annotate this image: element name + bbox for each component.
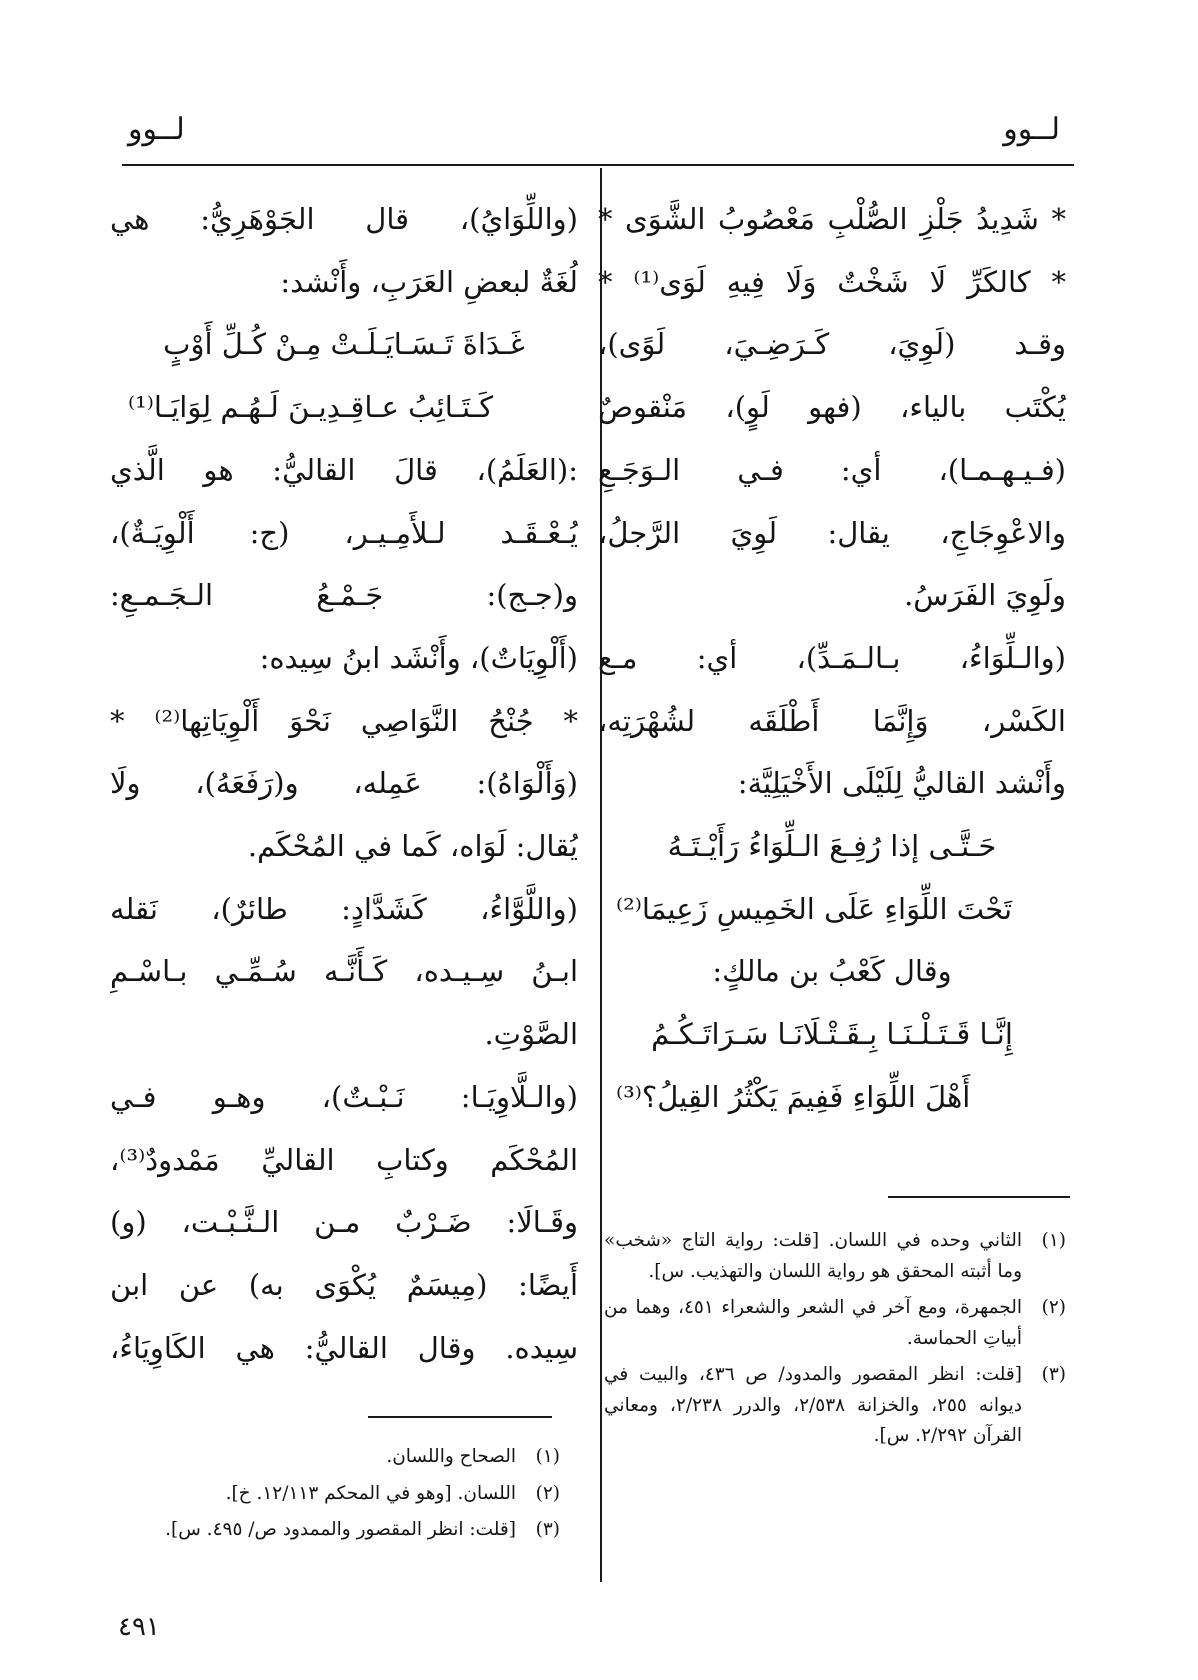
footnote-text: الجمهرة، ومع آخر في الشعر والشعراء ٤٥١، وهما من أبياتِ الحماسة.	[604, 1297, 1022, 1349]
text-line: (أَلْوِيَاتٌ)، وأَنْشَد ابنُ سِيده:	[259, 640, 578, 675]
text-line: (فـيـهـمـا)، أي: فـي الـوَجَـعِ	[598, 452, 1066, 487]
verse-line: غَـدَاةَ تَـسَـايَـلَـتْ مِـنْ كُـلِّ أَوْبٍ	[163, 327, 525, 362]
text-line: المُحْكَم وكتابِ القاليِّ مَمْدودٌ⁽³⁾،	[110, 1142, 578, 1177]
verse-line: حَـتَّـى إذا رُفِـعَ الـلِّوَاءُ رَأَيْـتَـهُ	[667, 829, 997, 864]
running-head-right: لــوو	[1003, 112, 1060, 147]
verse-line: إِنَّـا قَـتَـلْـنَـا بِـقَـتْـلَانَـا سَـرَاتَـكُـمُ	[651, 1017, 1013, 1052]
footnote	[604, 1226, 1066, 1287]
text-line: يُقال: لَوَاه، كَما في المُحْكَم.	[247, 829, 578, 864]
text-line: و(جـج): جَـمْـعُ الـجَـمـعِ:	[110, 578, 578, 613]
footnote	[110, 1442, 560, 1473]
footnote-number: (١)	[1041, 1230, 1066, 1251]
verse-line: كَـتَـائِبُ عـاقِـدِيـنَ لَـهُـم لِوَايَـا⁽¹⁾	[128, 390, 494, 425]
footnotes-left	[110, 1442, 560, 1552]
verse-line: * جُنْحُ النَّوَاصِي نَحْوَ أَلْوِيَاتِها⁽²⁾ *	[110, 703, 578, 738]
footnote-text: اللسان. [وهو في المحكم ١٢/١١٣. خ].	[225, 1482, 516, 1504]
text-line: سِيده. وقال القاليُّ: هي الكَاوِيَاءُ،	[110, 1330, 578, 1365]
footnote-text: [قلت: انظر المقصور والممدود ص/ ٤٩٥. س].	[165, 1519, 516, 1540]
footnote-number: (١)	[535, 1446, 560, 1467]
text-line: الكَسْر، وَإِنَّمَا أَطْلَقَه لشُهْرَتِه،	[598, 703, 1066, 738]
header-rule	[122, 164, 1074, 166]
verse-line: أَهْلَ اللِّوَاءِ فَفِيمَ يَكْثُرُ القِيلُ؟⁽³⁾	[616, 1079, 971, 1114]
footnote-number: (٣)	[1041, 1364, 1066, 1385]
footnote-number: (٣)	[535, 1519, 560, 1540]
footnote	[110, 1479, 560, 1510]
text-line: ابـنُ سِـيـده، كَـأَنَّـه سُـمِّـي بـاسْـمِ	[110, 954, 578, 989]
running-head-left: لــوو	[128, 112, 185, 147]
text-line: وقَـالَا: ضَـرْبٌ مـن الـنَّـبْـت، (و)	[110, 1205, 578, 1240]
text-line: ولَوِيَ الفَرَسُ.	[904, 578, 1066, 613]
page-number: ٤٩١	[118, 1612, 160, 1642]
text-line: (واللِّوَايُ)، قال الجَوْهَرِيُّ: هي	[110, 202, 578, 236]
text-line: والاعْوِجَاجِ، يقال: لَوِيَ الرَّجلُ،	[598, 515, 1066, 550]
footnote	[604, 1360, 1066, 1452]
text-line: * كالكَرِّ لَا شَخْتٌ وَلَا فِيهِ لَوَى⁽¹⁾ *	[598, 264, 1066, 299]
text-line: الصَّوْتِ.	[484, 1017, 578, 1052]
text-line: (وَأَلْوَاهُ): عَمِله، و(رَفَعَهُ)، ولَا	[110, 766, 578, 801]
verse-line: تَحْتَ اللِّوَاءِ عَلَى الخَمِيسِ زَعِيمَا⁽²⁾	[616, 891, 1013, 926]
text-line: (والـلِّوَاءُ، بـالـمَـدِّ)، أي: مـع	[598, 640, 1066, 675]
footnote	[604, 1293, 1066, 1354]
footnote-text: [قلت: انظر المقصور والمدود/ ص ٤٣٦، والبيت في ديوانه ٢٥٥، والخزانة ٢/٥٣٨، والدرر ٢/٢٣٨، ومعاني القرآن ٢/٢٩٢. س].	[604, 1364, 1022, 1446]
footnote-number: (٢)	[535, 1482, 560, 1504]
text-line: أَيضًا: (مِيسَمٌ يُكْوَى به) عن ابن	[110, 1267, 578, 1302]
text-line: :(العَلَمُ)، قالَ القاليُّ: هو الَّذي	[110, 452, 578, 487]
text-line: يُـعْـقَـد لـلأَمِـيـر، (ج: أَلْوِيَـةٌ)،	[110, 515, 578, 550]
footnote-rule-right	[888, 1196, 1070, 1198]
text-line: وقال كَعْبُ بن مالكٍ:	[712, 954, 952, 989]
footnote-text: الثاني وحده في اللسان. [قلت: رواية التاج «شخب» وما أثبته المحقق هو رواية اللسان والتهذيب. س].	[604, 1230, 1022, 1282]
footnote-rule-left	[368, 1416, 552, 1418]
text-line: وقـد (لَوِيَ، كَـرَضِـيَ، لَوًى)،	[598, 327, 1066, 362]
footnote	[110, 1515, 560, 1546]
text-line: لُغَةٌ لبعضِ العَرَبِ، وأَنْشد:	[280, 264, 578, 299]
text-line: يُكْتَب بالياء، (فهو لَوٍ)، مَنْقوصٌ	[598, 390, 1066, 425]
text-line: (واللَّوَّاءُ، كَشَدَّادٍ: طائرٌ)، نَقله	[110, 891, 578, 926]
text-line: وأَنْشد القاليُّ لِلَيْلَى الأَخْيَلِيَّة:	[737, 766, 1066, 801]
text-line: * شَدِيدُ جَلْزِ الصُّلْبِ مَعْصُوبُ الشَّوَى *	[598, 202, 1066, 236]
right-column	[598, 188, 1066, 1129]
footnote-text: الصحاح واللسان.	[386, 1446, 516, 1467]
footnotes-right	[604, 1226, 1066, 1458]
text-line: (والـلَّاوِيَـا: نَـبْـتٌ)، وهـو فـي	[110, 1079, 578, 1114]
left-column	[110, 188, 578, 1379]
footnote-number: (٢)	[1041, 1297, 1066, 1318]
